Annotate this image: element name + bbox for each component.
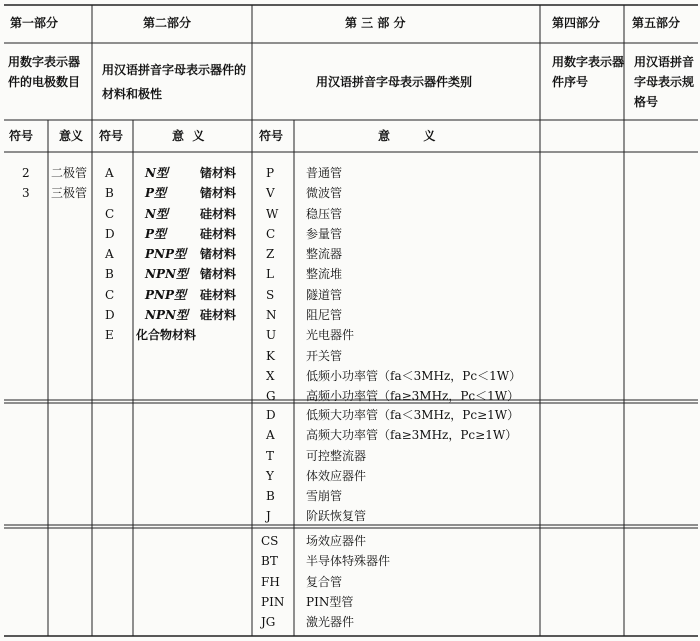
table-row — [252, 285, 540, 305]
part2-material: 锗材料 — [200, 186, 237, 201]
table-row — [92, 204, 252, 224]
part3-symbol: Z — [266, 247, 275, 262]
part3-meaning: 稳压管 — [306, 206, 343, 221]
part2-material: 锗材料 — [200, 166, 237, 180]
part1-symbol: 3 — [22, 186, 30, 201]
part2-type: NPN型 — [145, 267, 188, 282]
table-row — [92, 183, 252, 203]
part2-type: N型 — [145, 206, 168, 221]
part2-symbol: D — [105, 308, 115, 323]
part2-material: 硅材料 — [200, 308, 237, 323]
description-part3: 用汉语拼音字母表示器件类别 — [316, 75, 473, 89]
subheader-part1-symbol: 符号 — [9, 129, 34, 143]
part2-type: PNP型 — [145, 287, 187, 302]
part3-meaning: 低频小功率管（fa＜3MHz，Pc＜1W） — [306, 368, 522, 383]
table-row — [92, 305, 252, 325]
part3-meaning: 场效应器件 — [306, 534, 367, 548]
part3-meaning: 雪崩管 — [306, 489, 343, 504]
part2-symbol: E — [105, 328, 114, 343]
part3-symbol: JG — [261, 615, 276, 630]
part3-symbol: U — [266, 328, 277, 343]
table-row — [252, 163, 540, 183]
header-part5: 第五部分 — [632, 16, 681, 30]
table-row — [252, 346, 540, 366]
table-row — [252, 551, 540, 571]
table-row — [252, 405, 540, 425]
description-part1: 用数字表示器件的电极数目 — [8, 55, 81, 89]
part3-meaning: 隧道管 — [306, 287, 343, 302]
description-part4: 用数字表示器件序号 — [552, 55, 625, 89]
part3-meaning: 复合管 — [306, 574, 343, 589]
table-row — [92, 244, 252, 264]
table-row — [252, 264, 540, 284]
part3-symbol: T — [266, 448, 275, 463]
part3-meaning: 参量管 — [306, 226, 343, 241]
part3-meaning: 开关管 — [306, 348, 343, 363]
part2-material: 硅材料 — [200, 287, 237, 302]
part1-list — [0, 163, 92, 204]
table-row — [0, 183, 92, 203]
part2-type: N型 — [145, 166, 168, 180]
table-row — [92, 264, 252, 284]
part3-meaning: 高频大功率管（fa≥3MHz，Pc≥1W） — [306, 428, 518, 443]
part3-meaning: 半导体特殊器件 — [306, 554, 391, 569]
part3-group3-list — [252, 531, 540, 632]
table-row — [252, 572, 540, 592]
part2-type: PNP型 — [145, 247, 187, 262]
part3-symbol: B — [266, 489, 275, 504]
table-row — [252, 592, 540, 612]
part2-material: 锗材料 — [200, 267, 237, 282]
table-row — [252, 425, 540, 445]
part3-symbol: L — [266, 267, 274, 282]
table-row — [252, 531, 540, 551]
part3-meaning: 激光器件 — [306, 615, 355, 630]
part3-meaning: 微波管 — [306, 186, 343, 201]
part2-type: P型 — [145, 226, 167, 241]
part3-meaning: 整流器 — [306, 247, 343, 262]
part2-type: 化合物材料 — [136, 328, 197, 343]
part3-symbol: C — [266, 226, 276, 241]
table-row — [92, 163, 252, 183]
part1-meaning: 三极管 — [51, 186, 88, 201]
table-row — [252, 506, 540, 526]
part3-meaning: 阻尼管 — [306, 308, 343, 323]
subheader-part1-meaning: 意义 — [59, 129, 84, 143]
part2-symbol: B — [105, 186, 114, 201]
header-part4: 第四部分 — [552, 16, 601, 30]
part3-meaning: 普通管 — [306, 166, 343, 180]
table-row — [252, 446, 540, 466]
header-part3: 第 三 部 分 — [345, 16, 406, 30]
description-part5: 用汉语拼音字母表示规格号 — [634, 55, 695, 109]
part3-symbol: P — [266, 166, 275, 180]
part3-symbol: V — [266, 186, 275, 201]
part3-symbol: A — [266, 428, 275, 443]
part3-symbol: W — [266, 206, 279, 221]
part3-symbol: G — [266, 389, 276, 404]
part2-material: 硅材料 — [200, 226, 237, 241]
part2-type: P型 — [145, 186, 167, 201]
table-row — [252, 486, 540, 506]
part3-symbol: J — [266, 509, 271, 524]
part3-meaning: 体效应器件 — [306, 468, 367, 483]
table-row — [252, 224, 540, 244]
table-row — [252, 183, 540, 203]
part2-material: 硅材料 — [200, 206, 237, 221]
table-row — [252, 386, 540, 406]
subheader-part2-meaning: 意 义 — [172, 129, 205, 143]
table-row — [0, 163, 92, 183]
subheader-part2-symbol: 符号 — [99, 129, 124, 143]
part3-symbol: BT — [261, 554, 278, 569]
part2-symbol: A — [105, 247, 114, 262]
subheader-part3-meaning: 意 义 — [378, 129, 436, 143]
part2-material: 锗材料 — [200, 247, 237, 262]
part3-meaning: 可控整流器 — [306, 448, 367, 463]
table-row — [252, 366, 540, 386]
description-part2: 用汉语拼音字母表示器件的材料和极性 — [102, 63, 247, 101]
part3-symbol: PIN — [261, 594, 285, 609]
part3-symbol: CS — [261, 534, 279, 548]
part3-symbol: N — [266, 308, 277, 323]
part1-symbol: 2 — [22, 166, 30, 180]
part1-meaning: 二极管 — [51, 166, 88, 180]
part2-symbol: D — [105, 226, 115, 241]
part3-meaning: PIN型管 — [306, 594, 354, 609]
part2-symbol: A — [105, 166, 114, 180]
part3-group2-list — [252, 405, 540, 527]
subheader-part3-symbol: 符号 — [259, 129, 284, 143]
part2-symbol: C — [105, 206, 115, 221]
part3-symbol: S — [266, 287, 275, 302]
table-row — [252, 204, 540, 224]
part3-meaning: 低频大功率管（fa＜3MHz，Pc≥1W） — [306, 408, 520, 422]
table-row — [252, 305, 540, 325]
table-row — [252, 466, 540, 486]
table-row — [252, 612, 540, 632]
part3-symbol: D — [266, 408, 276, 422]
table-row — [92, 224, 252, 244]
part3-symbol: K — [266, 348, 275, 363]
part2-symbol: C — [105, 287, 115, 302]
part3-meaning: 阶跃恢复管 — [306, 509, 367, 524]
part2-type: NPN型 — [145, 308, 188, 323]
part3-meaning: 整流堆 — [306, 267, 343, 282]
table-row — [92, 325, 252, 345]
table-row — [92, 285, 252, 305]
part3-symbol: Y — [266, 468, 274, 483]
header-part1: 第一部分 — [10, 16, 59, 30]
table-row — [252, 325, 540, 345]
part3-symbol: X — [266, 368, 275, 383]
table-row — [252, 244, 540, 264]
header-part2: 第二部分 — [143, 16, 192, 30]
part2-list — [92, 163, 252, 346]
part2-symbol: B — [105, 267, 114, 282]
part3-meaning: 高频小功率管（fa≥3MHz，Pc＜1W） — [306, 389, 520, 404]
part3-group1-list — [252, 163, 540, 407]
part3-symbol: FH — [261, 574, 280, 589]
part3-meaning: 光电器件 — [306, 328, 355, 343]
